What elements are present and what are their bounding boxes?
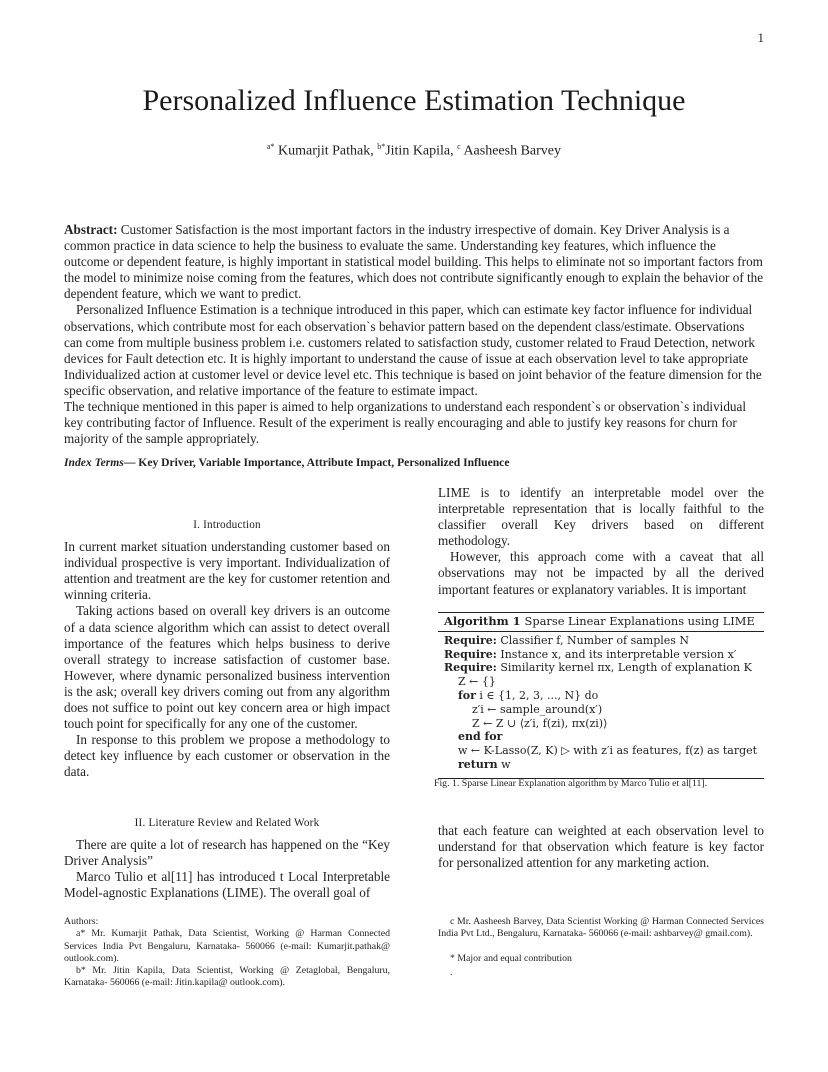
author-1-affiliation: a* (266, 142, 275, 151)
algorithm-keyword: Require: (444, 633, 497, 647)
right-paragraph-2: However, this approach come with a caveat that all observations may not be impacted by all the derived important features or explanatory variables. It is important (438, 549, 764, 597)
intro-paragraph-2: Taking actions based on overall key drivers is an outcome of a data science algorithm which can assist to detect overall importance of the features which helps business to derive overall strategy to increase satisfaction of customer base. However, where dynamic personalized business intervention is the ask; overall key drivers coming out from any algorithm does not suffice to point out key concern area or high impact touch point for specifically for any one of the customer. (64, 603, 390, 732)
footnote-author-c: c Mr. Aasheesh Barvey, Data Scientist Working @ Harman Connected Services India Pvt Ltd., Bengaluru, Karnataka- 560066 (e-mail: ashbarvey@ gmail.com). (438, 916, 764, 940)
intro-paragraph-1: In current market situation understanding customer based on individual prospective is very important. Individualization of attention and treatment are the key for customer retention and winning criteria. (64, 539, 390, 603)
author-line (0, 142, 828, 160)
algorithm-keyword: end for (458, 730, 503, 744)
algorithm-keyword: Require: (444, 661, 497, 675)
abstract-label: Abstract: (64, 222, 118, 237)
intro-paragraph-3: In response to this problem we propose a methodology to detect key influence by each customer or observation in the data. (64, 732, 390, 780)
algorithm-statement: Instance x, and its interpretable version x′ (496, 647, 737, 661)
left-column-lower (64, 815, 390, 901)
algorithm-label: Algorithm 1 (444, 614, 521, 628)
right-column-lower (438, 823, 764, 871)
abstract (64, 222, 764, 447)
footnote-equal-contribution: * Major and equal contribution (450, 952, 572, 964)
algorithm-box (438, 612, 764, 779)
footnote-author-a: a* Mr. Kumarjit Pathak, Data Scientist, Working @ Harman Connected Services India Pvt Bengaluru, Karnataka- 560066 (e-mail: Kumarjit.pathak@ outlook.com). (64, 928, 390, 964)
right-paragraph-3: that each feature can weighted at each observation level to understand for that observation which feature is key factor for personalized attention for any marketing action. (438, 823, 764, 871)
algorithm-line (444, 730, 758, 744)
algorithm-line (444, 689, 758, 703)
algorithm-keyword: for (458, 688, 476, 702)
footnote-author-b: b* Mr. Jitin Kapila, Data Scientist, Working @ Zetaglobal, Bengaluru, Karnataka- 560066 (e-mail: Jitin.kapila@ outlook.com). (64, 965, 390, 989)
algorithm-statement: i ∈ {1, 2, 3, ..., N} do (475, 688, 599, 702)
right-column-upper (438, 485, 764, 598)
author-2-affiliation: b* (377, 142, 386, 151)
algorithm-statement: Classifier f, Number of samples N (496, 633, 690, 647)
figure-caption: Fig. 1. Sparse Linear Explanation algorithm by Marco Tulio et al[11]. (434, 778, 708, 789)
literature-paragraph-2: Marco Tulio et al[11] has introduced t Local Interpretable Model-agnostic Explanations (LIME). The overall goal of (64, 869, 390, 901)
algorithm-statement: Z ← Z ∪ ⟨z′i, f(zi), πx(zi)⟩ (472, 716, 608, 730)
algorithm-body (438, 632, 764, 779)
index-terms-text: — Key Driver, Variable Importance, Attribute Impact, Personalized Influence (123, 456, 510, 469)
algorithm-keyword: Require: (444, 647, 497, 661)
author-1-name: Kumarjit Pathak, (278, 143, 374, 159)
algorithm-line (444, 744, 758, 758)
abstract-paragraph-2: Personalized Influence Estimation is a technique introduced in this paper, which can estimate key factor influence for individual observations, which contribute most for each observation`s behavior pattern based on the dependent class/estimate. Observations can come from multiple business problem i.e. customers related to satisfaction study, customer related to Fraud Detection, network devices for Fault detection etc. It is highly important to understand the cause of issue at each observation level to take appropriate Individualized action at customer level or device level etc. This technique is based on joint behavior of the feature dimension for the specific observation, and relative importance of the feature to estimate impact. (64, 302, 762, 398)
algorithm-line (444, 648, 758, 662)
algorithm-header (438, 612, 764, 632)
index-terms (64, 456, 764, 469)
algorithm-statement: z′i ← sample_around(x′) (472, 702, 603, 716)
page-number: 1 (757, 30, 764, 45)
algorithm-line (444, 634, 758, 648)
algorithm-line (444, 758, 758, 772)
algorithm-line (444, 703, 758, 717)
algorithm-statement: Z ← {} (458, 675, 496, 689)
footnotes-right (438, 916, 764, 979)
paper-title: Personalized Influence Estimation Technique (142, 84, 686, 117)
algorithm-line (444, 717, 758, 731)
abstract-paragraph-1: Customer Satisfaction is the most important factors in the industry irrespective of domain. Key Driver Analysis is a common practice in data science to help the business to evaluate the same. Understanding key features, which influence the outcome or dependent feature, is highly important in statistical model building. This helps to eliminate not so important factors from the model to minimize noise coming from the features, which does not contribute significantly enough to explain the behavior of the dependent feature, which we want to predict. (64, 222, 764, 302)
literature-paragraph-1: There are quite a lot of research has happened on the “Key Driver Analysis” (64, 837, 390, 869)
algorithm-keyword: return (458, 757, 498, 771)
footnote-authors-label: Authors: (64, 916, 99, 927)
algorithm-statement: w ← K-Lasso(Z, K) ▷ with z′i as features, f(z) as target (458, 744, 758, 758)
author-2-name: Jitin Kapila, (385, 143, 454, 159)
algorithm-title: Sparse Linear Explanations using LIME (524, 614, 755, 628)
footnote-dot: . (450, 966, 453, 978)
algorithm-statement: Similarity kernel πx, Length of explanation K (496, 661, 752, 675)
author-3-affiliation: c (457, 142, 461, 151)
algorithm-line (444, 661, 758, 675)
footnotes-left (64, 916, 390, 990)
introduction-heading: I. Introduction (193, 519, 261, 531)
algorithm-statement: w (497, 757, 511, 771)
literature-heading: II. Literature Review and Related Work (134, 817, 320, 829)
abstract-paragraph-3: The technique mentioned in this paper is aimed to help organizations to understand each respondent`s or observation`s individual key contributing factor of Influence. Result of the experiment is really encouraging and able to justify key reasons for churn for majority of the sample appropriately. (64, 399, 747, 447)
right-paragraph-1: LIME is to identify an interpretable model over the interpretable representation that is locally faithful to the classifier overall Key drivers based on different methodology. (438, 485, 764, 549)
author-3-name: Aasheesh Barvey (463, 143, 562, 159)
algorithm-line (444, 675, 758, 689)
left-column (64, 517, 390, 781)
index-terms-label: Index Terms (64, 456, 124, 469)
